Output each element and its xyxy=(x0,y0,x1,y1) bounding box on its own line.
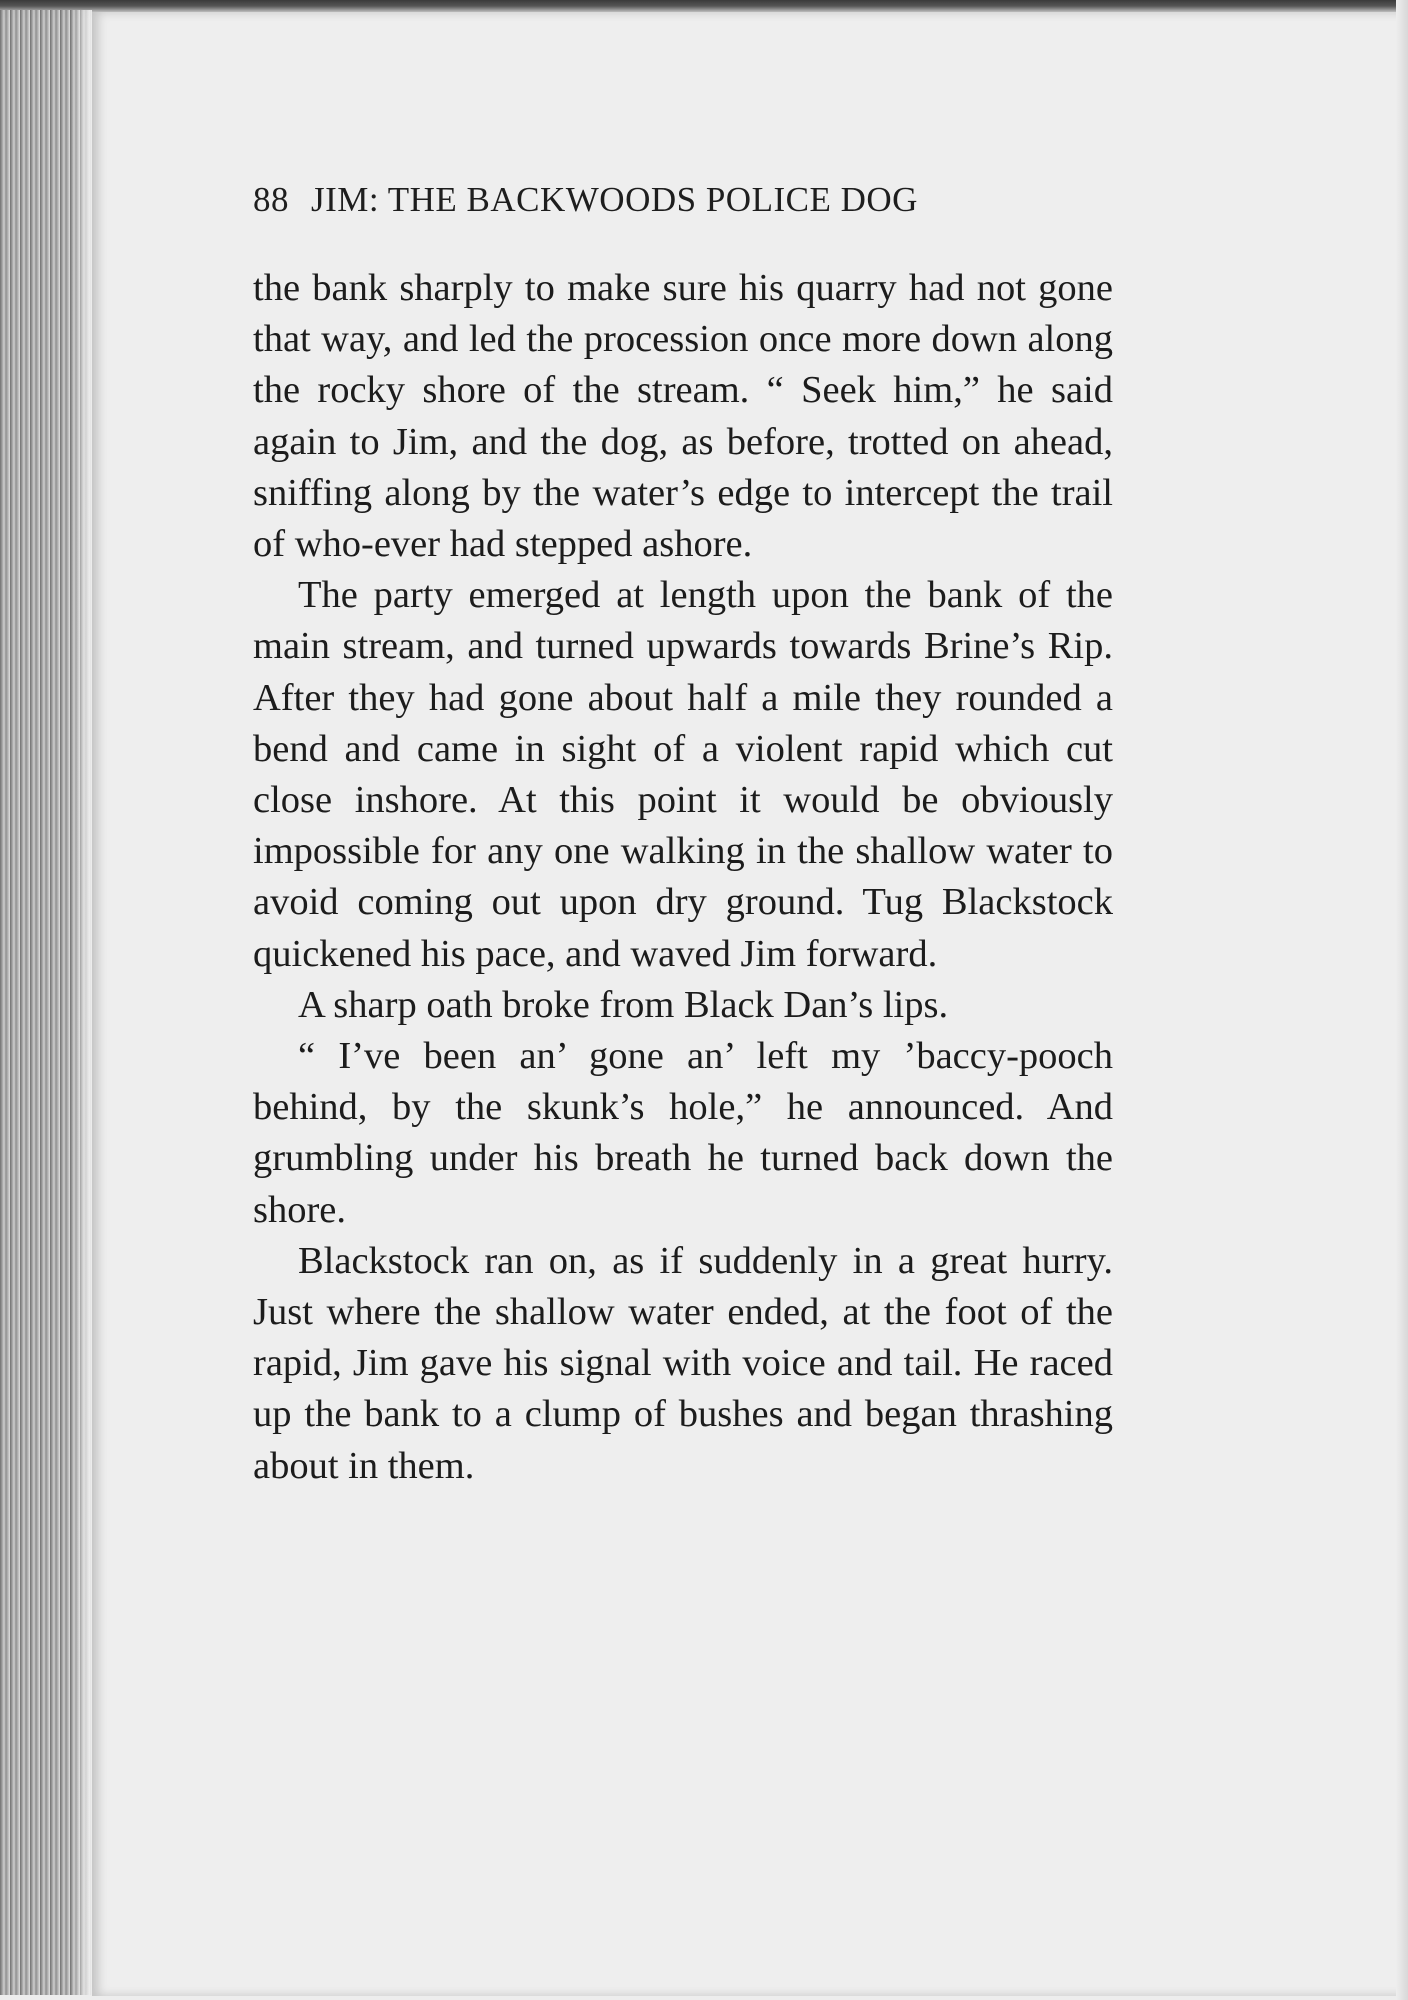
page-right-edge xyxy=(1396,0,1408,2000)
page-body-text xyxy=(253,263,1113,1492)
paragraph-continued: the bank sharply to make sure his quarry had not gone that way, and led the procession once more down along the rocky shore of the stream. “ Seek him,” he said again to Jim, and the dog, as before, trotted on ahead, sniffing along by the water’s edge to intercept the trail of who-ever had stepped ashore. xyxy=(253,267,1113,566)
book-page-edges xyxy=(0,10,92,1995)
paragraph: “ I’ve been an’ gone an’ left my ’baccy-pooch behind, by the skunk’s hole,” he announced. And grumbling under his breath he turned back down the shore. xyxy=(253,1035,1113,1231)
paragraph: Blackstock ran on, as if suddenly in a great hurry. Just where the shallow water ended, at the foot of the rapid, Jim gave his signal with voice and tail. He raced up the bank to a clump of bushes and began thrashing about in them. xyxy=(253,1239,1113,1487)
page-number: 88 xyxy=(253,180,289,219)
paragraph: The party emerged at length upon the bank of the main stream, and turned upwards towards Brine’s Rip. After they had gone about half a mile they rounded a bend and came in sight of a violent rapid which cut close inshore. At this point it would be obviously impossible for any one walking in the shallow water to avoid coming out upon dry ground. Tug Blackstock quickened his pace, and waved Jim forward. xyxy=(253,574,1113,975)
paragraph: A sharp oath broke from Black Dan’s lips. xyxy=(298,983,949,1026)
running-header xyxy=(253,180,1153,220)
running-title: JIM: THE BACKWOODS POLICE DOG xyxy=(311,180,918,219)
